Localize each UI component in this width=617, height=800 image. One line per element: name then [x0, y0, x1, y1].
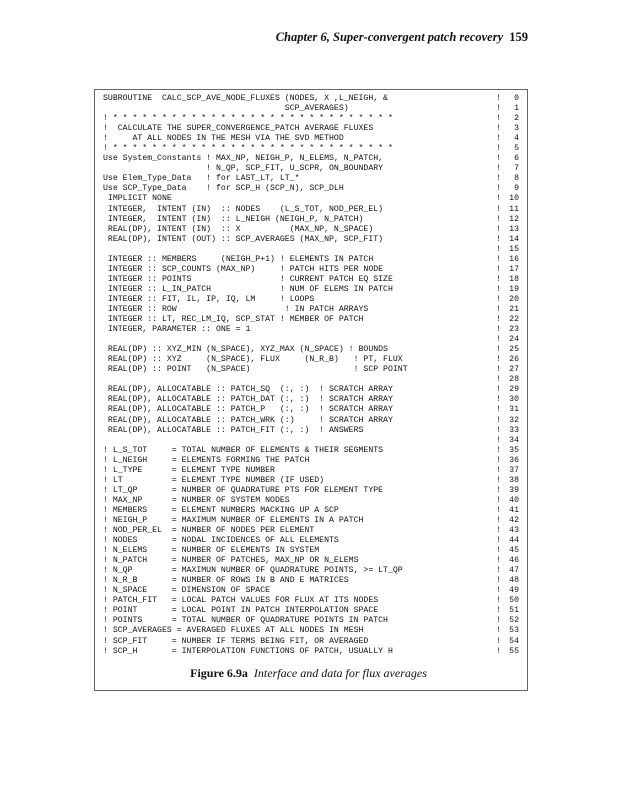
line-number-separator: !	[496, 345, 501, 355]
line-number: 30	[509, 395, 519, 405]
code-text: REAL(DP) :: XYZ (N_SPACE), FLUX (N_R_B) ! PT, FLUX	[103, 355, 403, 365]
line-number: 10	[509, 194, 519, 204]
line-number-separator: !	[496, 294, 501, 304]
figure-caption	[0, 666, 617, 681]
code-line	[103, 235, 521, 245]
code-line	[103, 255, 521, 265]
code-line	[103, 546, 521, 556]
line-number: 20	[509, 294, 519, 304]
line-number: 22	[509, 315, 519, 325]
code-text: ! CALCULATE THE SUPER_CONVERGENCE_PATCH AVERAGE FLUXES	[103, 124, 374, 134]
line-number: 43	[509, 526, 519, 536]
line-number-separator: !	[496, 646, 501, 656]
line-number-separator: !	[496, 94, 501, 103]
line-number: 9	[514, 184, 519, 194]
code-line	[103, 144, 521, 154]
code-line	[103, 566, 521, 576]
line-number-separator: !	[496, 596, 501, 606]
code-text: ! POINT = LOCAL POINT IN PATCH INTERPOLATION SPACE	[103, 606, 379, 616]
line-number: 32	[509, 415, 519, 425]
line-number: 12	[509, 214, 519, 224]
code-text: ! SCP_FIT = NUMBER IF TERMS BEING FIT, OR AVERAGED	[103, 636, 369, 646]
line-number-separator: !	[496, 204, 501, 214]
code-line	[103, 385, 521, 395]
line-number-separator: !	[496, 465, 501, 475]
code-text: REAL(DP), ALLOCATABLE :: PATCH_DAT (:, :) ! SCRATCH ARRAY	[103, 395, 393, 405]
line-number-separator: !	[496, 526, 501, 536]
code-line	[103, 305, 521, 315]
code-line	[103, 325, 521, 335]
line-number: 50	[509, 596, 519, 606]
code-text: REAL(DP) :: XYZ_MIN (N_SPACE), XYZ_MAX (N_SPACE) ! BOUNDS	[103, 345, 388, 355]
code-text: ! N_SPACE = DIMENSION OF SPACE	[103, 586, 271, 596]
line-number-separator: !	[496, 636, 501, 646]
code-line	[103, 164, 521, 174]
code-line	[103, 104, 521, 114]
code-text: Use SCP_Type_Data ! for SCP_H (SCP_N), SCP_DLH	[103, 184, 344, 194]
line-number-separator: !	[496, 315, 501, 325]
line-number: 38	[509, 475, 519, 485]
code-text: REAL(DP), ALLOCATABLE :: PATCH_FIT (:, :) ! ANSWERS	[103, 425, 364, 435]
line-number: 46	[509, 556, 519, 566]
line-number-separator: !	[496, 304, 501, 314]
line-number-separator: !	[496, 536, 501, 546]
code-text: ! * * * * * * * * * * * * * * * * * * * * * * * * * * * * *	[103, 114, 393, 124]
line-number: 0	[514, 94, 519, 103]
code-line	[103, 114, 521, 124]
running-header	[276, 30, 528, 45]
line-number-separator: !	[496, 515, 501, 525]
code-text: INTEGER :: FIT, IL, IP, IQ, LM ! LOOPS	[103, 294, 315, 304]
line-number-separator: !	[496, 405, 501, 415]
line-number: 4	[514, 134, 519, 144]
line-number-separator: !	[496, 274, 501, 284]
code-line	[103, 637, 521, 647]
line-number-separator: !	[496, 445, 501, 455]
code-line	[103, 596, 521, 606]
line-number-separator: !	[496, 556, 501, 566]
line-number-separator: !	[496, 174, 501, 184]
line-number-separator: !	[496, 415, 501, 425]
line-number-separator: !	[496, 194, 501, 204]
code-text: Use System_Constants ! MAX_NP, NEIGH_P, N_ELEMS, N_PATCH,	[103, 154, 384, 164]
line-number-separator: !	[496, 626, 501, 636]
line-number-separator: !	[496, 264, 501, 274]
code-line	[103, 456, 521, 466]
code-line	[103, 616, 521, 626]
line-number-separator: !	[496, 104, 501, 114]
line-number: 40	[509, 495, 519, 505]
code-text: ! MAX_NP = NUMBER OF SYSTEM NODES	[103, 495, 290, 505]
code-text: REAL(DP), ALLOCATABLE :: PATCH_SQ (:, :) ! SCRATCH ARRAY	[103, 385, 393, 395]
code-line	[103, 355, 521, 365]
code-line	[103, 174, 521, 184]
line-number-separator: !	[496, 184, 501, 194]
line-number-separator: !	[496, 495, 501, 505]
code-text: ! L_S_TOT = TOTAL NUMBER OF ELEMENTS & THEIR SEGMENTS	[103, 445, 384, 455]
line-number: 28	[509, 375, 519, 385]
line-number: 33	[509, 425, 519, 435]
line-number-separator: !	[496, 154, 501, 164]
code-text: SCP_AVERAGES)	[103, 104, 349, 114]
line-number: 44	[509, 536, 519, 546]
code-line	[103, 626, 521, 636]
code-line	[103, 295, 521, 305]
code-line	[103, 245, 521, 255]
line-number-separator: !	[496, 546, 501, 556]
code-line	[103, 466, 521, 476]
code-text: ! L_TYPE = ELEMENT TYPE NUMBER	[103, 465, 275, 475]
code-line	[103, 405, 521, 415]
line-number: 31	[509, 405, 519, 415]
line-number-separator: !	[496, 325, 501, 335]
code-line	[103, 134, 521, 144]
code-text: SUBROUTINE CALC_SCP_AVE_NODE_FLUXES (NODES, X ,L_NEIGH, &	[103, 94, 388, 103]
code-line	[103, 365, 521, 375]
line-number: 3	[514, 124, 519, 134]
code-text: ! MEMBERS = ELEMENT NUMBERS MACKING UP A SCP	[103, 505, 339, 515]
line-number-separator: !	[496, 134, 501, 144]
line-number: 21	[509, 304, 519, 314]
line-number-separator: !	[496, 234, 501, 244]
line-number: 52	[509, 616, 519, 626]
line-number: 8	[514, 174, 519, 184]
code-text: INTEGER :: L_IN_PATCH ! NUM OF ELEMS IN PATCH	[103, 284, 393, 294]
code-line	[103, 426, 521, 436]
line-number: 25	[509, 345, 519, 355]
line-number: 2	[514, 114, 519, 124]
line-number: 54	[509, 636, 519, 646]
code-line	[103, 124, 521, 134]
code-text: ! LT = ELEMENT TYPE NUMBER (IF USED)	[103, 475, 325, 485]
line-number-separator: !	[496, 144, 501, 154]
code-line	[103, 265, 521, 275]
code-text: ! N_R_B = NUMBER OF ROWS IN B AND E MATRICES	[103, 576, 349, 586]
figure-label: Figure 6.9a	[190, 666, 248, 680]
line-number-separator: !	[496, 576, 501, 586]
code-text: ! LT_QP = NUMBER OF QUADRATURE PTS FOR ELEMENT TYPE	[103, 485, 384, 495]
line-number: 36	[509, 455, 519, 465]
line-number: 45	[509, 546, 519, 556]
page-number: 159	[509, 30, 528, 44]
line-number-separator: !	[496, 485, 501, 495]
code-text: ! L_NEIGH = ELEMENTS FORMING THE PATCH	[103, 455, 310, 465]
code-text: ! N_QP, SCP_FIT, U_SCPR, ON_BOUNDARY	[103, 164, 384, 174]
code-listing	[103, 94, 521, 657]
code-line	[103, 335, 521, 345]
line-number-separator: !	[496, 566, 501, 576]
code-text: INTEGER, INTENT (IN) :: L_NEIGH (NEIGH_P, N_PATCH)	[103, 214, 364, 224]
code-text: ! NODES = NODAL INCIDENCES OF ALL ELEMENTS	[103, 536, 339, 546]
code-line	[103, 345, 521, 355]
line-number: 16	[509, 254, 519, 264]
code-text: ! * * * * * * * * * * * * * * * * * * * * * * * * * * * * *	[103, 144, 393, 154]
line-number-separator: !	[496, 355, 501, 365]
code-text: ! POINTS = TOTAL NUMBER OF QUADRATURE POINTS IN PATCH	[103, 616, 388, 626]
line-number: 11	[509, 204, 519, 214]
line-number: 55	[509, 646, 519, 656]
line-number: 19	[509, 284, 519, 294]
line-number-separator: !	[496, 214, 501, 224]
code-text: ! SCP_H = INTERPOLATION FUNCTIONS OF PATCH, USUALLY H	[103, 646, 393, 656]
line-number: 26	[509, 355, 519, 365]
line-number-separator: !	[496, 164, 501, 174]
line-number: 53	[509, 626, 519, 636]
line-number: 15	[509, 244, 519, 254]
line-number: 35	[509, 445, 519, 455]
line-number-separator: !	[496, 425, 501, 435]
code-text: INTEGER, INTENT (IN) :: NODES (L_S_TOT, NOD_PER_EL)	[103, 204, 384, 214]
line-number-separator: !	[496, 365, 501, 375]
line-number: 48	[509, 576, 519, 586]
code-line	[103, 506, 521, 516]
code-line	[103, 375, 521, 385]
line-number-separator: !	[496, 385, 501, 395]
code-line	[103, 586, 521, 596]
code-line	[103, 225, 521, 235]
code-line	[103, 576, 521, 586]
line-number-separator: !	[496, 224, 501, 234]
code-text: REAL(DP), INTENT (IN) :: X (MAX_NP, N_SPACE)	[103, 224, 374, 234]
line-number-separator: !	[496, 284, 501, 294]
code-line	[103, 556, 521, 566]
line-number: 41	[509, 505, 519, 515]
code-text: REAL(DP) :: POINT (N_SPACE) ! SCP POINT	[103, 365, 408, 375]
code-text: ! N_PATCH = NUMBER OF PATCHES, MAX_NP OR N_ELEMS	[103, 556, 359, 566]
line-number: 7	[514, 164, 519, 174]
line-number-separator: !	[496, 475, 501, 485]
figure-caption-text: Interface and data for flux averages	[253, 666, 427, 680]
code-text: INTEGER :: MEMBERS (NEIGH_P+1) ! ELEMENTS IN PATCH	[103, 254, 374, 264]
line-number-separator: !	[496, 124, 501, 134]
code-line	[103, 526, 521, 536]
code-text: INTEGER :: ROW ! IN PATCH ARRAYS	[103, 304, 369, 314]
code-text: Use Elem_Type_Data ! for LAST_LT, LT_*	[103, 174, 300, 184]
line-number: 51	[509, 606, 519, 616]
code-text: INTEGER :: LT, REC_LM_IQ, SCP_STAT ! MEMBER OF PATCH	[103, 315, 364, 325]
line-number-separator: !	[496, 335, 501, 345]
code-line	[103, 496, 521, 506]
chapter-title: Chapter 6, Super-convergent patch recovery	[275, 30, 504, 44]
code-text: INTEGER :: SCP_COUNTS (MAX_NP) ! PATCH HITS PER NODE	[103, 264, 384, 274]
line-number: 13	[509, 224, 519, 234]
code-text: ! AT ALL NODES IN THE MESH VIA THE SVD METHOD	[103, 134, 344, 144]
line-number-separator: !	[496, 114, 501, 124]
code-text: ! N_QP = MAXIMUN NUMBER OF QUADRATURE POINTS, >= LT_QP	[103, 566, 403, 576]
code-line	[103, 516, 521, 526]
line-number: 18	[509, 274, 519, 284]
line-number: 5	[514, 144, 519, 154]
code-line	[103, 606, 521, 616]
code-line	[103, 416, 521, 426]
code-text: ! PATCH_FIT = LOCAL PATCH VALUES FOR FLUX AT ITS NODES	[103, 596, 379, 606]
line-number-separator: !	[496, 586, 501, 596]
line-number-separator: !	[496, 395, 501, 405]
line-number: 27	[509, 365, 519, 375]
line-number: 14	[509, 234, 519, 244]
code-line	[103, 647, 521, 657]
line-number: 34	[509, 435, 519, 445]
code-line	[103, 395, 521, 405]
code-text: REAL(DP), ALLOCATABLE :: PATCH_P (:, :) ! SCRATCH ARRAY	[103, 405, 393, 415]
line-number: 17	[509, 264, 519, 274]
line-number-separator: !	[496, 616, 501, 626]
code-line	[103, 215, 521, 225]
code-line	[103, 194, 521, 204]
code-text: ! NOD_PER_EL = NUMBER OF NODES PER ELEMENT	[103, 526, 315, 536]
code-text: REAL(DP), INTENT (OUT) :: SCP_AVERAGES (MAX_NP, SCP_FIT)	[103, 234, 384, 244]
line-number-separator: !	[496, 606, 501, 616]
line-number: 39	[509, 485, 519, 495]
code-text: ! SCP_AVERAGES = AVERAGED FLUXES AT ALL NODES IN MESH	[103, 626, 364, 636]
line-number: 1	[514, 104, 519, 114]
line-number: 23	[509, 325, 519, 335]
line-number: 29	[509, 385, 519, 395]
code-line	[103, 205, 521, 215]
line-number-separator: !	[496, 244, 501, 254]
code-line	[103, 536, 521, 546]
code-text: IMPLICIT NONE	[103, 194, 172, 204]
code-line	[103, 476, 521, 486]
code-line	[103, 436, 521, 446]
code-line	[103, 154, 521, 164]
line-number: 49	[509, 586, 519, 596]
code-text: INTEGER, PARAMETER :: ONE = 1	[103, 325, 251, 335]
line-number-separator: !	[496, 505, 501, 515]
code-text: INTEGER :: POINTS ! CURRENT PATCH EQ SIZE	[103, 274, 393, 284]
code-line	[103, 315, 521, 325]
code-line	[103, 446, 521, 456]
code-line	[103, 94, 521, 104]
code-line	[103, 285, 521, 295]
code-line	[103, 275, 521, 285]
line-number: 37	[509, 465, 519, 475]
code-text: REAL(DP), ALLOCATABLE :: PATCH_WRK (:) ! SCRATCH ARRAY	[103, 415, 393, 425]
line-number: 24	[509, 335, 519, 345]
line-number-separator: !	[496, 254, 501, 264]
line-number: 42	[509, 515, 519, 525]
code-text: ! NEIGH_P = MAXIMUM NUMBER OF ELEMENTS IN A PATCH	[103, 515, 364, 525]
code-text: ! N_ELEMS = NUMBER OF ELEMENTS IN SYSTEM	[103, 546, 320, 556]
code-line	[103, 184, 521, 194]
line-number: 47	[509, 566, 519, 576]
line-number: 6	[514, 154, 519, 164]
line-number-separator: !	[496, 455, 501, 465]
code-line	[103, 486, 521, 496]
line-number-separator: !	[496, 435, 501, 445]
line-number-separator: !	[496, 375, 501, 385]
